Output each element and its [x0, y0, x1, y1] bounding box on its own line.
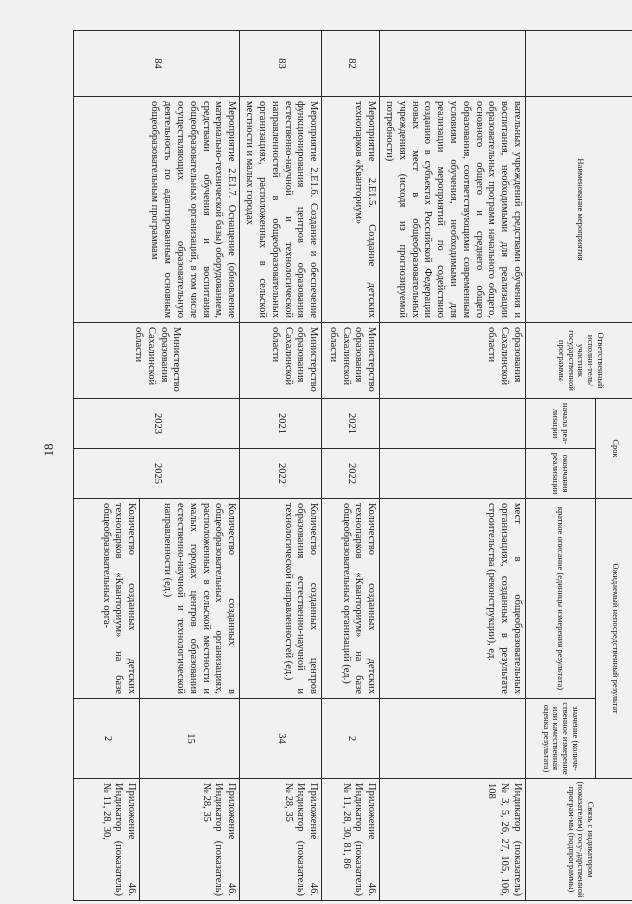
- row-number: 83: [240, 31, 322, 97]
- end-year: 2022: [240, 449, 322, 499]
- start-year: [380, 399, 526, 449]
- header-start: начала реа-лизации: [526, 399, 596, 449]
- activity-name: Мероприятие 2.Е1.5. Создание детских технопарков «Кванториум»: [322, 97, 380, 323]
- indicator-link: Индикатор (показатель) № 3, 5, 26, 27, 105, 106, 108: [380, 779, 526, 901]
- result-value: 34: [240, 699, 322, 779]
- result-description: Количество созданных центров образования естественно-научной и технологической направленностей (ед.): [240, 499, 322, 699]
- start-year: 2023: [74, 399, 240, 449]
- result-description: Количество созданных в общеобразовательных организациях, расположенных в сельской местности и малых городах центров образования естественно-научной и технологической направленности (ед.): [140, 499, 240, 699]
- indicator-link: Приложение 46. Индикатор (показатель) № 11, 28, 30, 81, 86: [322, 779, 380, 901]
- header-name: Наименование мероприятия: [526, 97, 632, 323]
- header-end: окончания реализации: [526, 449, 596, 499]
- result-value: 15: [140, 699, 240, 779]
- indicator-link: Приложение 46. Индикатор (показатель) № 28, 35: [240, 779, 322, 901]
- responsible: Министерство образования Сахалинской области: [74, 323, 240, 399]
- header-number: [526, 31, 632, 97]
- indicator-link: Приложение 46. Индикатор (показатель) № 11, 28, 30,: [74, 779, 140, 901]
- start-year: 2021: [322, 399, 380, 449]
- result-value: [380, 699, 526, 779]
- activity-name: Мероприятие 2.Е1.7. Оснащение (обновление материально-технической базы) оборудованием, средствами обучения и воспитания общеобразовательных организаций, в том числе осуществляющих образовательную деятельность по адаптированным основным общеобразовательным программам: [74, 97, 240, 323]
- responsible: образования Сахалинской области: [380, 323, 526, 399]
- header-responsible: Ответственный исполни-тель/участник государственной программы: [526, 323, 632, 399]
- rotated-table-container: [88, 30, 632, 900]
- header-link: Связь с индикатором (показателем) госу-дарственной програм-мы (подпрограммы): [526, 779, 632, 901]
- start-year: 2021: [240, 399, 322, 449]
- result-description: Количество созданных детских технопарков «Кванториум» на базе общеобразовательных организаций (ед.): [322, 499, 380, 699]
- responsible: Министерство образования Сахалинской области: [322, 323, 380, 399]
- table-row: [240, 31, 322, 901]
- result-description: Количество созданных детских технопарков «Кванториум» на базе общеобразовательных орга-: [74, 499, 140, 699]
- end-year: 2025: [74, 449, 240, 499]
- row-number: [380, 31, 526, 97]
- responsible: Министерство образования Сахалинской области: [240, 323, 322, 399]
- table-row: [322, 31, 380, 901]
- end-year: 2022: [322, 449, 380, 499]
- row-number: 84: [74, 31, 240, 97]
- table-row: [380, 31, 526, 901]
- header-term: Срок: [596, 399, 632, 499]
- header-result-value: значение (количе-ственное измерение или качественная оценка результата): [526, 699, 596, 779]
- activity-name: Мероприятие 2.Е1.6. Создание и обеспечение функционирования центров образования естественно-научной и технологической направленностей в общеобразовательных организациях, расположенных в сельской местности и малых городах: [240, 97, 322, 323]
- table-row: [140, 31, 240, 901]
- end-year: [380, 449, 526, 499]
- row-number: 82: [322, 31, 380, 97]
- page-number: 18: [41, 443, 56, 457]
- header-result-desc: краткое описание (единицы измерения результата): [526, 499, 596, 699]
- result-value: 2: [74, 699, 140, 779]
- result-description: мест в общеобразовательных организациях, созданных в результате строительства (реконструкции), ед.: [380, 499, 526, 699]
- indicator-link: Приложение 46. Индикатор (показатель) № 28, 35: [140, 779, 240, 901]
- activity-name: вательных учреждений средствами обучения и воспитания, необходимыми для реализации образовательных программ начального общего, основного общего и среднего общего образования, соответствующими современным условиям обучения, необходимыми для реализации мероприятий по содействию созданию в субъектах Российской Федерации новых мест в общеобразовательных учреждениях (исходя из прогнозируемой потребности): [380, 97, 526, 323]
- header-result: Ожидаемый непосредственный результат: [596, 499, 632, 779]
- result-value: 2: [322, 699, 380, 779]
- activities-table: [73, 30, 632, 901]
